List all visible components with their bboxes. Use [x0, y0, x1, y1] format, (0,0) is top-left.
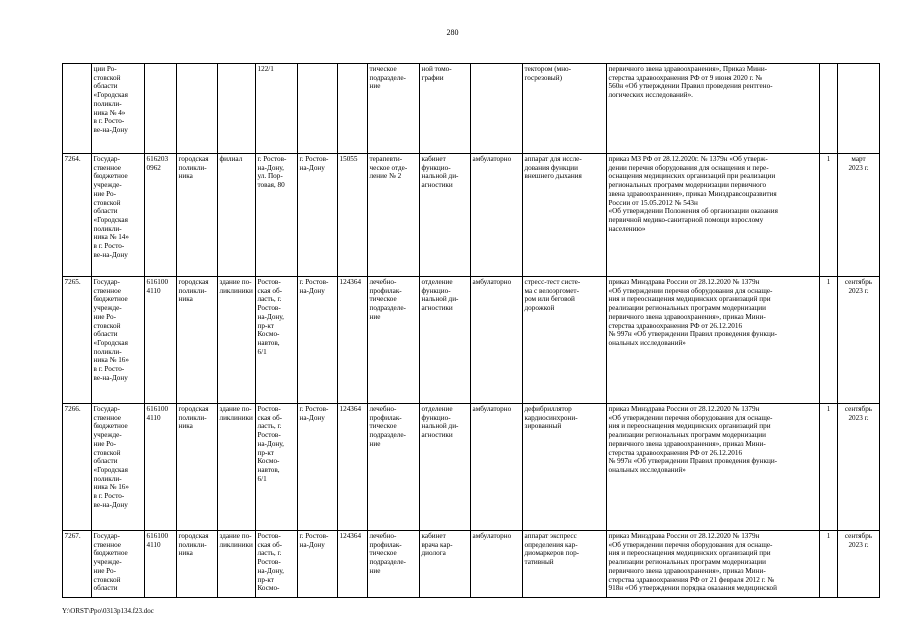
date-cell: сентябрь 2023 г. [838, 404, 880, 531]
equipment-cell: аппарат экспресс определения кар- диомаркеров пор- тативный [523, 531, 607, 598]
facility-type-cell: городская поликли- ника [177, 154, 218, 277]
code-cell: 124364 [338, 531, 368, 598]
room-cell: кабинет функцио- нальной ди- агностики [420, 154, 471, 277]
address-cell: 122/1 [256, 64, 298, 154]
organization-cell: Государ- ственное бюджетное учрежде- ние Ро- стовской области «Городская поликли- ника № 16» в г. Росто- ве-на-Дону [92, 277, 145, 404]
unit-cell: тическое подразделе- ние [368, 64, 420, 154]
legal-basis-cell: приказ Минздрава России от 28.12.2020 № 1379н «Об утверждении перечня оборудования для оснаще- ния и переоснащения медицинских организаций при реализации региональных программ модернизации первичного звена здравоохранения», приказ Мини- стерства здравоохранения РФ от 26.12.2016 № 997н «Об утверждении Правил проведения функци- ональных исследований» [607, 277, 820, 404]
date-cell: сентябрь 2023 г. [838, 277, 880, 404]
inn-cell: 616100 4110 [145, 531, 177, 598]
facility-type-cell: городская поликли- ника [177, 277, 218, 404]
unit-cell: лечебно- профилак- тическое подразделе- ние [368, 277, 420, 404]
care-type-cell: амбулаторно [471, 277, 523, 404]
legal-basis-cell: приказ МЗ РФ от 28.12.2020г. № 1379н «Об утверж- дении перечня оборудования для оснащения и пере- оснащения медицинских организаций при реализации региональных программ модернизации первичного звена здравоохранения», приказ Минздравсоцразвития России от 15.05.2012 № 543н «Об утверждении Положения об организации оказания первичной медико-санитарной помощи взрослому населению» [607, 154, 820, 277]
quantity-cell [820, 64, 838, 154]
city-cell: г. Ростов- на-Дону [298, 154, 338, 277]
room-cell: ной томо- графии [420, 64, 471, 154]
organization-cell: Государ- ственное бюджетное учрежде- ние Ро- стовской области [92, 531, 145, 598]
facility-type-cell [177, 64, 218, 154]
address-cell: Ростов- ская об- ласть, г. Ростов- на-Дону, пр-кт Космо- навтов, 6/1 [256, 277, 298, 404]
table-row [63, 277, 880, 404]
page-number: 280 [446, 28, 459, 37]
date-cell: март 2023 г. [838, 154, 880, 277]
table-row [63, 154, 880, 277]
organization-cell: ции Ро- стовской области «Городская поликли- ника № 4» в г. Росто- ве-на-Дону [92, 64, 145, 154]
city-cell: г. Ростов- на-Дону [298, 404, 338, 531]
code-cell: 124364 [338, 404, 368, 531]
care-type-cell: амбулаторно [471, 154, 523, 277]
equipment-cell: стресс-тест систе- ма с велоэргомет- ром или беговой дорожкой [523, 277, 607, 404]
building-cell: филиал [218, 154, 256, 277]
building-cell: здание по- ликлиники [218, 404, 256, 531]
row-number-cell: 7264. [63, 154, 92, 277]
unit-cell: лечебно- профилак- тическое подразделе- ние [368, 531, 420, 598]
city-cell: г. Ростов- на-Дону [298, 531, 338, 598]
organization-cell: Государ- ственное бюджетное учрежде- ние Ро- стовской области «Городская поликли- ника № 16» в г. Росто- ве-на-Дону [92, 404, 145, 531]
code-cell [338, 64, 368, 154]
legal-basis-cell: приказ Минздрава России от 28.12.2020 № 1379н «Об утверждении перечня оборудования для оснаще- ния и переоснащения медицинских организаций при реализации региональных программ модернизации первичного звена здравоохранения», приказ Мини- стерства здравоохранения РФ от 26.12.2016 № 997н «Об утверждении Правил проведения функци- ональных исследований» [607, 404, 820, 531]
city-cell [298, 64, 338, 154]
legal-basis-cell: первичного звена здравоохранения», Приказ Мини- стерства здравоохранения РФ от 9 июня 2020 г. № 560н «Об утверждении Правил проведения рентгено- логических исследований». [607, 64, 820, 154]
quantity-cell: 1 [820, 404, 838, 531]
equipment-cell: дефибриллятор кардиосинхрони- зированный [523, 404, 607, 531]
row-number-cell: 7267. [63, 531, 92, 598]
quantity-cell: 1 [820, 154, 838, 277]
address-cell: г. Ростов- на-Дону, ул. Пор- товая, 80 [256, 154, 298, 277]
row-number-cell [63, 64, 92, 154]
quantity-cell: 1 [820, 277, 838, 404]
building-cell: здание по- ликлиники [218, 531, 256, 598]
table-body [63, 64, 880, 598]
code-cell: 124364 [338, 277, 368, 404]
city-cell: г. Ростов- на-Дону [298, 277, 338, 404]
address-cell: Ростов- ская об- ласть, г. Ростов- на-Дону, пр-кт Космо- навтов, 6/1 [256, 404, 298, 531]
row-number-cell: 7266. [63, 404, 92, 531]
building-cell [218, 64, 256, 154]
quantity-cell: 1 [820, 531, 838, 598]
organization-cell: Государ- ственное бюджетное учрежде- ние Ро- стовской области «Городская поликли- ника № 14» в г. Росто- ве-на-Дону [92, 154, 145, 277]
inn-cell: 616203 0962 [145, 154, 177, 277]
table-row [63, 64, 880, 154]
room-cell: отделение функцио- нальной ди- агностики [420, 404, 471, 531]
room-cell: кабинет врача кар- диолога [420, 531, 471, 598]
date-cell: сентябрь 2023 г. [838, 531, 880, 598]
equipment-cell: аппарат для иссле- дования функции внешнего дыхания [523, 154, 607, 277]
unit-cell: терапевти- ческое отде- ление № 2 [368, 154, 420, 277]
date-cell [838, 64, 880, 154]
inn-cell: 616100 4110 [145, 277, 177, 404]
unit-cell: лечебно- профилак- тическое подразделе- ние [368, 404, 420, 531]
room-cell: отделение функцио- нальной ди- агностики [420, 277, 471, 404]
care-type-cell: амбулаторно [471, 531, 523, 598]
equipment-cell: тектором (мно- госрезовый) [523, 64, 607, 154]
file-path-footer: Y:\ORST\Ppo\0313p134.f23.doc [62, 607, 154, 615]
building-cell: здание по- ликлиники [218, 277, 256, 404]
legal-basis-cell: приказ Минздрава России от 28.12.2020 № 1379н «Об утверждении перечня оборудования для оснаще- ния и переоснащения медицинских организаций при реализации региональных программ модернизации первичного звена здравоохранения», приказ Мини- стерства здравоохранения РФ от 21 февраля 2012 г. № 918н «Об утверждении порядка оказания медицинской [607, 531, 820, 598]
facility-type-cell: городская поликли- ника [177, 531, 218, 598]
facility-type-cell: городская поликли- ника [177, 404, 218, 531]
inn-cell [145, 64, 177, 154]
equipment-table [62, 63, 880, 598]
table-row [63, 531, 880, 598]
code-cell: 15055 [338, 154, 368, 277]
table-row [63, 404, 880, 531]
inn-cell: 616100 4110 [145, 404, 177, 531]
care-type-cell [471, 64, 523, 154]
address-cell: Ростов- ская об- ласть, г. Ростов- на-Дону, пр-кт Космо- [256, 531, 298, 598]
care-type-cell: амбулаторно [471, 404, 523, 531]
row-number-cell: 7265. [63, 277, 92, 404]
